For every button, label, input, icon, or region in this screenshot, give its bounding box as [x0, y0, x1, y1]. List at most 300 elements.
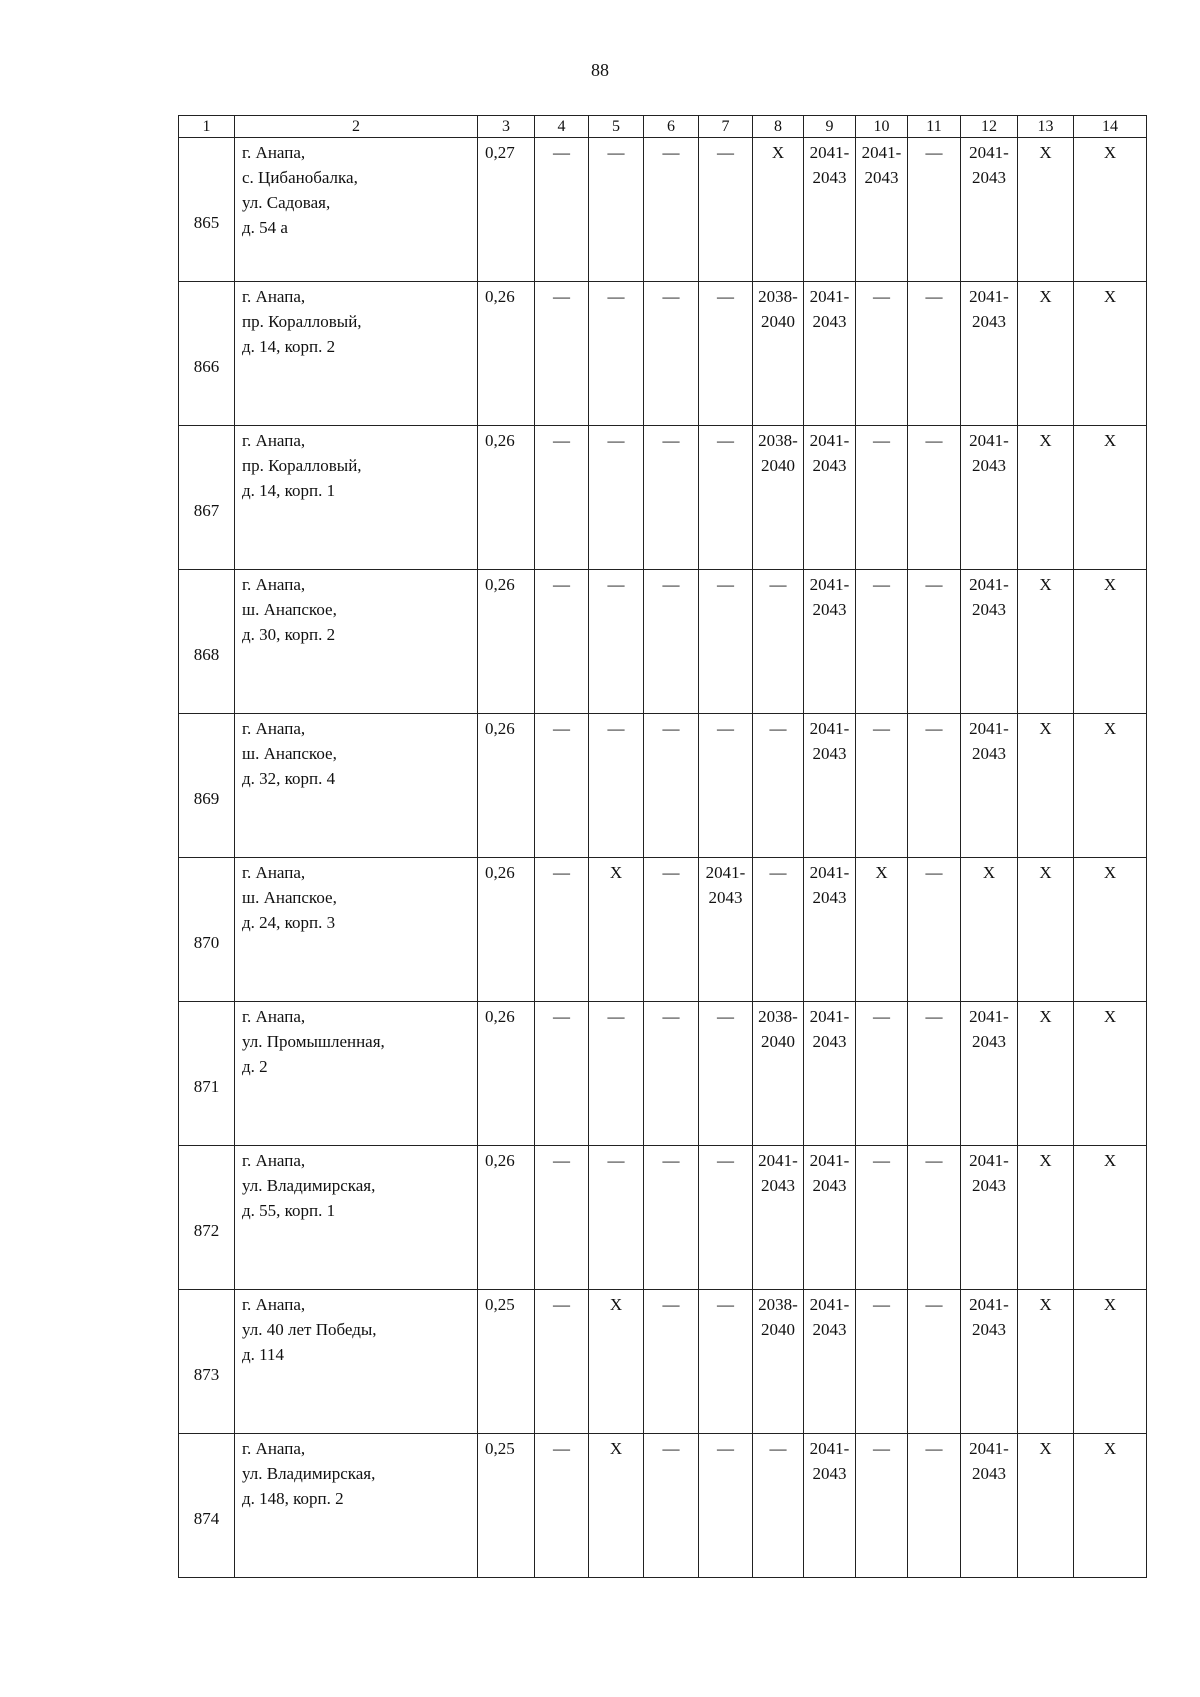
table-row	[179, 1002, 1147, 1146]
address-line: с. Цибанобалка,	[242, 168, 358, 187]
cell-text: 2043	[761, 1176, 795, 1195]
cell-text: 2043	[972, 168, 1006, 187]
cell-col-11	[908, 1434, 961, 1578]
cell-col-13	[1018, 570, 1074, 714]
cell-col-7	[699, 858, 753, 1002]
cell-text: 2043	[972, 1320, 1006, 1339]
column-header-10: 10	[856, 116, 908, 138]
value-cell: 0,26	[478, 426, 535, 570]
cell-col-10	[856, 1434, 908, 1578]
dash-mark: —	[769, 1439, 787, 1458]
table-row	[179, 570, 1147, 714]
cell-col-10	[856, 714, 908, 858]
value-cell: 0,26	[478, 570, 535, 714]
address-line: ш. Анапское,	[242, 744, 337, 763]
cell-text: 2041-	[969, 1151, 1009, 1170]
cell-text: 2043	[812, 1032, 847, 1051]
column-header-4: 4	[535, 116, 589, 138]
cell-col-13	[1018, 714, 1074, 858]
address-cell	[235, 138, 478, 282]
cell-col-12	[961, 1146, 1018, 1290]
cell-col-12	[961, 1434, 1018, 1578]
cell-text: 2043	[972, 744, 1006, 763]
cell-text: X	[1103, 1007, 1117, 1026]
column-header-3: 3	[478, 116, 535, 138]
cell-col-8	[753, 858, 804, 1002]
cell-col-10	[856, 570, 908, 714]
dash-mark: —	[925, 431, 943, 450]
cell-text: X	[1103, 287, 1117, 306]
cell-col-5	[589, 714, 644, 858]
column-header-row	[179, 116, 1147, 138]
cell-col-14	[1074, 1002, 1147, 1146]
cell-col-10	[856, 138, 908, 282]
cell-text: 2041-	[969, 431, 1009, 450]
cell-text: 2041-	[809, 1007, 850, 1026]
dash-mark: —	[769, 575, 787, 594]
cell-col-6	[644, 282, 699, 426]
address-line: д. 148, корп. 2	[242, 1489, 344, 1508]
cell-col-6	[644, 1434, 699, 1578]
cell-col-5	[589, 1146, 644, 1290]
cell-col-4	[535, 1434, 589, 1578]
address-line: д. 2	[242, 1057, 268, 1076]
cell-col-14	[1074, 138, 1147, 282]
cell-text: X	[1103, 863, 1117, 882]
cell-col-12	[961, 282, 1018, 426]
dash-mark: —	[717, 1007, 734, 1026]
cell-text: X	[609, 1439, 623, 1458]
address-line: ул. Владимирская,	[242, 1176, 376, 1195]
dash-mark: —	[717, 575, 734, 594]
cell-col-4	[535, 1290, 589, 1434]
cell-col-10	[856, 426, 908, 570]
cell-text: 2038-	[758, 1007, 798, 1026]
value-cell: 0,25	[478, 1290, 535, 1434]
address-line: пр. Коралловый,	[242, 312, 362, 331]
cell-col-7	[699, 714, 753, 858]
dash-mark: —	[553, 863, 570, 882]
cell-col-10	[856, 858, 908, 1002]
cell-text: 2040	[761, 456, 795, 475]
cell-col-9	[804, 138, 856, 282]
address-line: г. Анапа,	[242, 1439, 306, 1458]
table-row	[179, 1290, 1147, 1434]
dash-mark: —	[553, 1151, 570, 1170]
value-cell: 0,26	[478, 1002, 535, 1146]
dash-mark: —	[925, 719, 943, 738]
cell-text: 2041-	[758, 1151, 798, 1170]
cell-col-11	[908, 1290, 961, 1434]
cell-col-5	[589, 1002, 644, 1146]
dash-mark: —	[662, 1007, 680, 1026]
cell-col-9	[804, 1434, 856, 1578]
row-number: 874	[179, 1434, 235, 1578]
cell-col-10	[856, 282, 908, 426]
dash-mark: —	[873, 1007, 890, 1026]
address-line: д. 55, корп. 1	[242, 1201, 336, 1220]
table-row	[179, 1146, 1147, 1290]
value-cell: 0,25	[478, 1434, 535, 1578]
row-number: 869	[179, 714, 235, 858]
cell-text: X	[1039, 1007, 1052, 1026]
cell-col-10	[856, 1002, 908, 1146]
cell-text: 2040	[761, 1032, 795, 1051]
cell-col-6	[644, 570, 699, 714]
address-line: д. 24, корп. 3	[242, 913, 336, 932]
cell-text: 2038-	[758, 287, 798, 306]
cell-text: X	[1103, 431, 1117, 450]
address-cell	[235, 570, 478, 714]
value-cell: 0,27	[478, 138, 535, 282]
value-cell: 0,26	[478, 858, 535, 1002]
cell-text: X	[1039, 575, 1052, 594]
cell-text: X	[1103, 1439, 1117, 1458]
address-line: г. Анапа,	[242, 575, 306, 594]
address-cell	[235, 426, 478, 570]
cell-text: X	[1039, 863, 1052, 882]
cell-text: X	[1103, 143, 1117, 162]
cell-col-7	[699, 1002, 753, 1146]
address-line: ул. Садовая,	[242, 193, 331, 212]
cell-text: 2043	[812, 888, 847, 907]
row-number: 873	[179, 1290, 235, 1434]
address-line: д. 30, корп. 2	[242, 625, 336, 644]
column-header-1: 1	[179, 116, 235, 138]
cell-col-4	[535, 1002, 589, 1146]
cell-col-8	[753, 1002, 804, 1146]
data-table	[178, 115, 1147, 1578]
table-row	[179, 426, 1147, 570]
address-line: г. Анапа,	[242, 719, 306, 738]
address-cell	[235, 714, 478, 858]
dash-mark: —	[553, 1295, 570, 1314]
cell-text: X	[875, 863, 888, 882]
address-line: ш. Анапское,	[242, 600, 337, 619]
cell-text: X	[1039, 1439, 1052, 1458]
cell-col-9	[804, 1002, 856, 1146]
dash-mark: —	[717, 719, 734, 738]
table-row	[179, 714, 1147, 858]
cell-col-9	[804, 858, 856, 1002]
cell-text: 2038-	[758, 1295, 798, 1314]
cell-col-12	[961, 570, 1018, 714]
cell-col-11	[908, 570, 961, 714]
cell-col-9	[804, 426, 856, 570]
value-cell: 0,26	[478, 282, 535, 426]
cell-text: 2041-	[809, 1295, 850, 1314]
cell-text: 2041-	[705, 863, 746, 882]
cell-text: 2043	[972, 312, 1006, 331]
column-header-5: 5	[589, 116, 644, 138]
dash-mark: —	[553, 431, 570, 450]
cell-col-6	[644, 1002, 699, 1146]
cell-col-4	[535, 714, 589, 858]
dash-mark: —	[607, 287, 625, 306]
cell-text: X	[1103, 719, 1117, 738]
cell-col-6	[644, 426, 699, 570]
cell-col-11	[908, 138, 961, 282]
dash-mark: —	[607, 1151, 625, 1170]
column-header-11: 11	[908, 116, 961, 138]
dash-mark: —	[662, 1151, 680, 1170]
dash-mark: —	[769, 863, 787, 882]
cell-text: X	[1103, 1151, 1117, 1170]
cell-text: 2040	[761, 1320, 795, 1339]
row-number: 872	[179, 1146, 235, 1290]
cell-col-7	[699, 570, 753, 714]
cell-text: 2043	[812, 1176, 847, 1195]
cell-text: 2041-	[861, 143, 902, 162]
dash-mark: —	[717, 287, 734, 306]
cell-text: 2043	[708, 888, 743, 907]
cell-col-14	[1074, 714, 1147, 858]
cell-col-5	[589, 1434, 644, 1578]
cell-col-7	[699, 1146, 753, 1290]
cell-col-13	[1018, 138, 1074, 282]
cell-text: X	[1039, 431, 1052, 450]
cell-text: X	[1039, 1295, 1052, 1314]
address-line: г. Анапа,	[242, 1151, 306, 1170]
dash-mark: —	[662, 143, 680, 162]
row-number: 868	[179, 570, 235, 714]
cell-col-5	[589, 426, 644, 570]
cell-col-4	[535, 282, 589, 426]
cell-text: X	[609, 863, 623, 882]
cell-text: 2043	[812, 600, 847, 619]
address-line: д. 54 а	[242, 218, 288, 237]
cell-text: 2041-	[969, 719, 1009, 738]
address-line: ул. 40 лет Победы,	[242, 1320, 377, 1339]
cell-text: X	[1103, 1295, 1117, 1314]
dash-mark: —	[769, 719, 787, 738]
address-line: ул. Промышленная,	[242, 1032, 385, 1051]
cell-col-10	[856, 1146, 908, 1290]
cell-text: 2043	[972, 600, 1006, 619]
cell-col-13	[1018, 282, 1074, 426]
dash-mark: —	[553, 287, 570, 306]
cell-col-11	[908, 714, 961, 858]
cell-col-4	[535, 426, 589, 570]
cell-text: X	[1039, 719, 1052, 738]
dash-mark: —	[607, 431, 625, 450]
cell-col-4	[535, 858, 589, 1002]
cell-text: 2041-	[809, 287, 850, 306]
dash-mark: —	[662, 1439, 680, 1458]
cell-col-4	[535, 1146, 589, 1290]
cell-col-12	[961, 138, 1018, 282]
cell-col-8	[753, 1290, 804, 1434]
address-line: г. Анапа,	[242, 1295, 306, 1314]
dash-mark: —	[662, 287, 680, 306]
cell-col-10	[856, 1290, 908, 1434]
dash-mark: —	[662, 575, 680, 594]
row-number: 871	[179, 1002, 235, 1146]
address-cell	[235, 858, 478, 1002]
cell-col-11	[908, 1002, 961, 1146]
cell-col-8	[753, 138, 804, 282]
cell-col-9	[804, 570, 856, 714]
cell-col-9	[804, 1290, 856, 1434]
address-line: г. Анапа,	[242, 431, 306, 450]
cell-col-11	[908, 282, 961, 426]
cell-col-12	[961, 1002, 1018, 1146]
row-number: 867	[179, 426, 235, 570]
cell-text: 2041-	[809, 575, 850, 594]
address-cell	[235, 1290, 478, 1434]
cell-col-8	[753, 426, 804, 570]
cell-text: 2043	[812, 1320, 847, 1339]
dash-mark: —	[553, 1007, 570, 1026]
cell-col-7	[699, 282, 753, 426]
dash-mark: —	[662, 863, 680, 882]
cell-col-14	[1074, 858, 1147, 1002]
cell-text: 2043	[812, 744, 847, 763]
cell-col-13	[1018, 1002, 1074, 1146]
row-number: 865	[179, 138, 235, 282]
cell-col-13	[1018, 1434, 1074, 1578]
cell-text: 2041-	[969, 1007, 1009, 1026]
address-line: д. 32, корп. 4	[242, 769, 336, 788]
cell-col-6	[644, 1290, 699, 1434]
cell-text: 2041-	[809, 719, 850, 738]
cell-col-8	[753, 1434, 804, 1578]
cell-col-11	[908, 426, 961, 570]
cell-col-14	[1074, 570, 1147, 714]
cell-text: 2038-	[758, 431, 798, 450]
cell-text: X	[1103, 575, 1117, 594]
address-line: д. 14, корп. 1	[242, 481, 336, 500]
cell-col-6	[644, 858, 699, 1002]
dash-mark: —	[553, 719, 570, 738]
dash-mark: —	[553, 143, 570, 162]
dash-mark: —	[717, 431, 734, 450]
cell-text: 2041-	[969, 287, 1009, 306]
cell-col-7	[699, 138, 753, 282]
cell-col-13	[1018, 1290, 1074, 1434]
cell-col-5	[589, 282, 644, 426]
cell-text: 2041-	[809, 1439, 850, 1458]
cell-col-12	[961, 426, 1018, 570]
dash-mark: —	[925, 287, 943, 306]
cell-col-13	[1018, 1146, 1074, 1290]
dash-mark: —	[607, 575, 625, 594]
cell-text: 2041-	[809, 863, 850, 882]
column-header-6: 6	[644, 116, 699, 138]
dash-mark: —	[925, 1151, 943, 1170]
cell-col-9	[804, 282, 856, 426]
address-line: г. Анапа,	[242, 143, 306, 162]
cell-col-8	[753, 570, 804, 714]
cell-text: 2041-	[969, 143, 1009, 162]
cell-col-12	[961, 858, 1018, 1002]
cell-col-14	[1074, 426, 1147, 570]
cell-col-13	[1018, 426, 1074, 570]
table-body	[179, 116, 1147, 1578]
cell-text: X	[609, 1295, 623, 1314]
cell-col-6	[644, 138, 699, 282]
address-cell	[235, 1146, 478, 1290]
cell-text: 2041-	[969, 1295, 1009, 1314]
cell-text: 2043	[972, 1464, 1006, 1483]
address-line: г. Анапа,	[242, 863, 306, 882]
cell-text: 2041-	[809, 143, 850, 162]
cell-col-11	[908, 1146, 961, 1290]
dash-mark: —	[662, 431, 680, 450]
table-row	[179, 858, 1147, 1002]
cell-col-4	[535, 138, 589, 282]
dash-mark: —	[925, 1439, 943, 1458]
dash-mark: —	[873, 1439, 890, 1458]
cell-col-11	[908, 858, 961, 1002]
cell-text: 2043	[812, 1464, 847, 1483]
cell-text: 2043	[812, 456, 847, 475]
cell-col-12	[961, 1290, 1018, 1434]
cell-text: 2041-	[969, 575, 1009, 594]
row-number: 866	[179, 282, 235, 426]
address-cell	[235, 1002, 478, 1146]
cell-col-9	[804, 1146, 856, 1290]
dash-mark: —	[873, 431, 890, 450]
cell-text: 2043	[864, 168, 899, 187]
dash-mark: —	[873, 1151, 890, 1170]
value-cell: 0,26	[478, 714, 535, 858]
cell-col-14	[1074, 1146, 1147, 1290]
address-cell	[235, 1434, 478, 1578]
dash-mark: —	[717, 1439, 734, 1458]
dash-mark: —	[925, 1295, 943, 1314]
cell-text: 2041-	[969, 1439, 1009, 1458]
cell-text: X	[1039, 143, 1052, 162]
dash-mark: —	[553, 575, 570, 594]
dash-mark: —	[873, 575, 890, 594]
cell-col-14	[1074, 1290, 1147, 1434]
address-cell	[235, 282, 478, 426]
value-cell: 0,26	[478, 1146, 535, 1290]
address-line: пр. Коралловый,	[242, 456, 362, 475]
dash-mark: —	[925, 143, 943, 162]
cell-text: 2043	[812, 312, 847, 331]
dash-mark: —	[662, 1295, 680, 1314]
column-header-7: 7	[699, 116, 753, 138]
table-row	[179, 282, 1147, 426]
cell-col-14	[1074, 1434, 1147, 1578]
cell-col-5	[589, 1290, 644, 1434]
column-header-2: 2	[235, 116, 478, 138]
cell-text: 2043	[972, 456, 1006, 475]
dash-mark: —	[925, 863, 943, 882]
row-number: 870	[179, 858, 235, 1002]
cell-col-7	[699, 1290, 753, 1434]
cell-col-6	[644, 1146, 699, 1290]
cell-col-12	[961, 714, 1018, 858]
dash-mark: —	[607, 719, 625, 738]
address-line: ш. Анапское,	[242, 888, 337, 907]
address-line: г. Анапа,	[242, 1007, 306, 1026]
column-header-9: 9	[804, 116, 856, 138]
cell-text: X	[1039, 1151, 1052, 1170]
cell-col-5	[589, 858, 644, 1002]
address-line: д. 14, корп. 2	[242, 337, 336, 356]
cell-col-9	[804, 714, 856, 858]
dash-mark: —	[607, 1007, 625, 1026]
address-line: ул. Владимирская,	[242, 1464, 376, 1483]
cell-text: 2043	[972, 1032, 1006, 1051]
dash-mark: —	[873, 719, 890, 738]
cell-col-14	[1074, 282, 1147, 426]
dash-mark: —	[553, 1439, 570, 1458]
dash-mark: —	[873, 1295, 890, 1314]
